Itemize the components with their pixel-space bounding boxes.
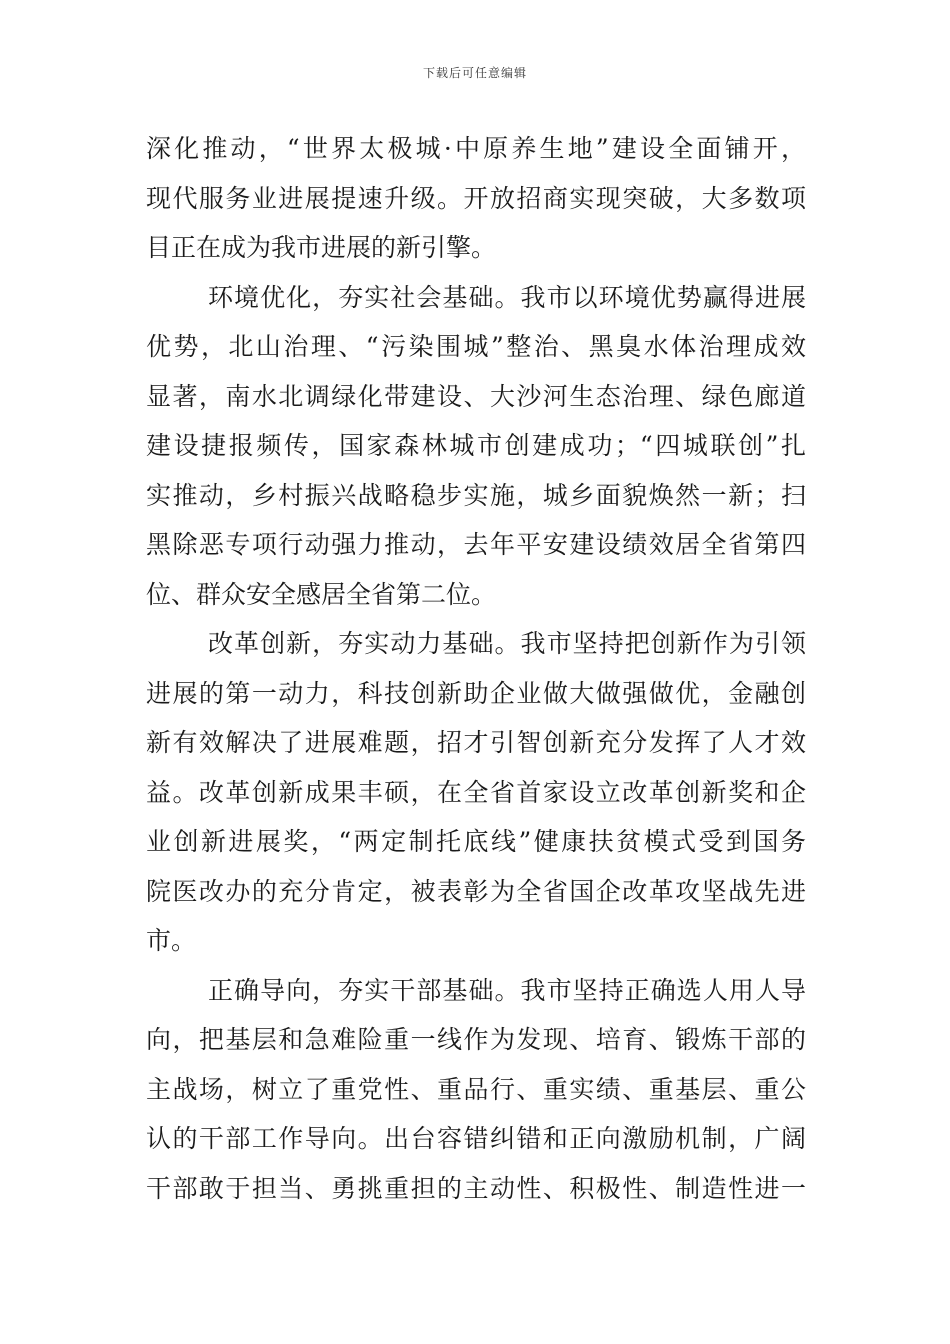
- text-line: 益。改革创新成果丰硕，在全省首家设立改革创新奖和企: [146, 777, 806, 807]
- text-line: 显著，南水北调绿化带建设、大沙河生态治理、绿色廊道: [146, 381, 806, 411]
- text-line: 深化推动，“世界太极城·中原养生地”建设全面铺开，: [146, 134, 806, 163]
- text-line: 主战场，树立了重党性、重品行、重实绩、重基层、重公: [146, 1074, 806, 1104]
- document-body: [146, 124, 806, 1213]
- text-line: 进展的第一动力，科技创新助企业做大做强做优，金融创: [146, 678, 806, 708]
- text-line: 黑除恶专项行动强力推动，去年平安建设绩效居全省第四: [146, 530, 806, 559]
- text-line: 市。: [146, 926, 197, 955]
- text-line: 优势，北山治理、“污染围城”整治、黑臭水体治理成效: [146, 332, 806, 361]
- text-line: 现代服务业进展提速升级。开放招商实现突破，大多数项: [146, 183, 806, 213]
- text-line: 认的干部工作导向。出台容错纠错和正向激励机制，广阔: [146, 1124, 806, 1153]
- text-line: 业创新进展奖，“两定制托底线”健康扶贫模式受到国务: [146, 827, 806, 856]
- text-line: 正确导向，夯实干部基础。我市坚持正确选人用人导: [208, 975, 806, 1005]
- text-line: 建设捷报频传，国家森林城市创建成功；“四城联创”扎: [146, 431, 806, 460]
- text-line: 院医改办的充分肯定，被表彰为全省国企改革攻坚战先进: [146, 876, 806, 906]
- text-line: 位、群众安全感居全省第二位。: [146, 579, 497, 609]
- text-line: 改革创新，夯实动力基础。我市坚持把创新作为引领: [208, 629, 806, 658]
- text-line: 向，把基层和急难险重一线作为发现、培育、锻炼干部的: [146, 1025, 806, 1054]
- text-line: 实推动，乡村振兴战略稳步实施，城乡面貌焕然一新；扫: [146, 480, 806, 510]
- text-line: 目正在成为我市进展的新引擎。: [146, 233, 497, 262]
- text-line: 干部敢于担当、勇挑重担的主动性、积极性、制造性进一: [146, 1173, 806, 1203]
- text-line: 新有效解决了进展难题，招才引智创新充分发挥了人才效: [146, 728, 806, 757]
- text-line: 环境优化，夯实社会基础。我市以环境优势赢得进展: [208, 282, 806, 312]
- page-header-note: 下载后可任意编辑: [422, 66, 527, 80]
